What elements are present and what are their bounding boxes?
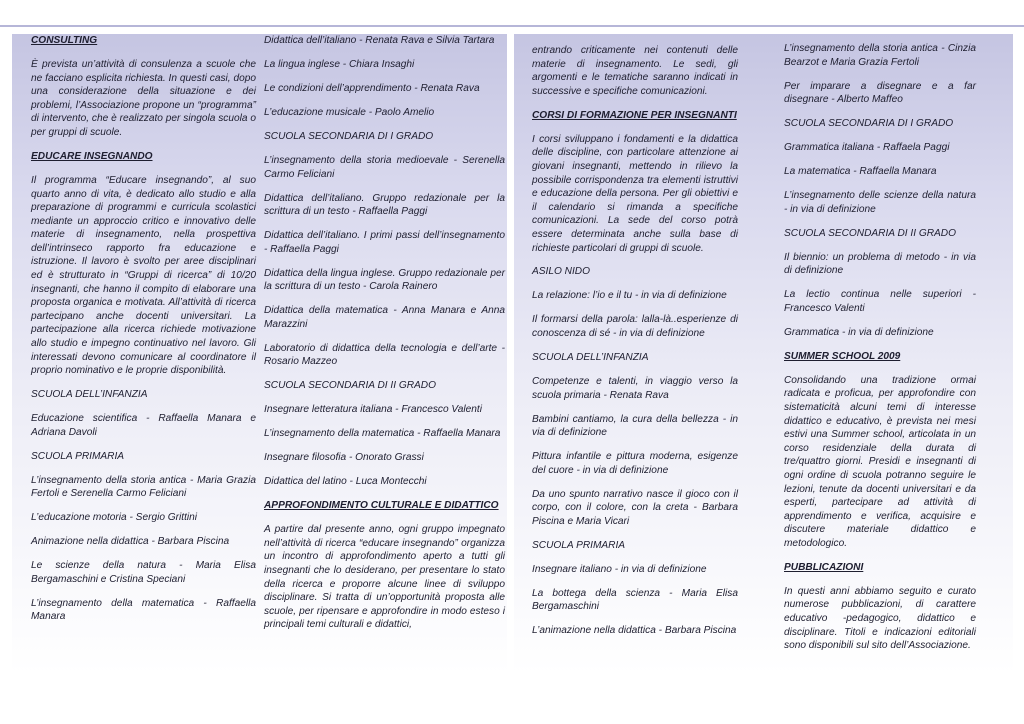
list-item: Didattica dell’italiano. Gruppo redazionale per la scrittura di un testo - Raffaella Paggi — [264, 192, 505, 218]
list-item: Il biennio: un problema di metodo - in via di definizione — [784, 251, 976, 277]
approfondimento-text: A partire dal presente anno, ogni gruppo impegnato nell’attività di ricerca “educare insegnando” organizza un incontro di approfondimento aperto a tutti gli insegnanti che lo desiderano, per presentare lo stato della ricerca e proporre alcune linee di sviluppo disciplinare. Si tratta di un’opportunità proposta alle scuole, per ripensare e approfondire in modo esteso i principali temi culturali e didattici, — [264, 524, 505, 631]
educare-text: Il programma “Educare insegnando”, al suo quarto anno di vita, è dedicato allo studio e alla preparazione di programmi e curricula scolastici mediante un approccio critico e innovativo delle materie di insegnamento, nella prospettiva dell’intrinseco rapporto fra educazione e istruzione. Il lavoro è svolto per aree disciplinari ed è strutturato in “Gruppi di ricerca” di 10/20 insegnanti, che hanno il compito di elaborare una proposta organica e motivata. All’attività di ricerca partecipano anche docenti universitari. La partecipazione alla ricerca richiede motivazione allo studio e impegno continuativo nel lavoro. Gli interessati devono comunicare al coordinatore il proprio nominativo e le proprie disponibilità. — [31, 174, 256, 377]
list-item: L’insegnamento della matematica - Raffaella Manara — [31, 597, 256, 623]
secondaria-1-label: SCUOLA SECONDARIA DI I GRADO — [784, 118, 954, 130]
list-item: Didattica dell’italiano - Renata Rava e Silvia Tartara — [264, 35, 495, 46]
list-item: La relazione: l’io e il tu - in via di definizione — [532, 290, 727, 302]
list-item: L’insegnamento della matematica - Raffaella Manara — [264, 428, 501, 440]
consulting-text: È prevista un’attività di consulenza a scuole che ne facciano esplicita richiesta. In questi casi, dopo una considerazione della situazione e dei problemi, l’Associazione propone un “programma” di intervento, che è realizzato per singola scuola o per gruppi di scuole. — [31, 58, 256, 138]
list-item: Pittura infantile e pittura moderna, esigenze del cuore - in via di definizione — [532, 451, 738, 476]
list-item: L’insegnamento della storia antica - Maria Grazia Fertoli e Serenella Carmo Feliciani — [31, 474, 256, 500]
list-item: Le scienze della natura - Maria Elisa Bergamaschini e Cristina Speciani — [31, 560, 256, 585]
list-item: Didattica della lingua inglese. Gruppo redazionale per la scrittura di un testo - Carola Rainero — [264, 267, 505, 293]
consulting-heading: CONSULTING — [31, 35, 98, 46]
secondaria-2-label: SCUOLA SECONDARIA DI II GRADO — [264, 380, 436, 392]
list-item: Grammatica italiana - Raffaela Paggi — [784, 142, 950, 154]
list-item: Didattica dell’italiano. I primi passi dell’insegnamento - Raffaella Paggi — [264, 230, 505, 255]
summer-school-heading: SUMMER SCHOOL 2009 — [784, 350, 901, 362]
list-item: L’insegnamento delle scienze della natura - in via di definizione — [784, 190, 976, 215]
list-item: Didattica della matematica - Anna Manara e Anna Marazzini — [264, 305, 505, 330]
list-item: L’animazione nella didattica - Barbara Piscina — [532, 625, 737, 637]
list-item: Animazione nella didattica - Barbara Piscina — [31, 536, 230, 548]
list-item: La matematica - Raffaella Manara — [784, 166, 937, 178]
list-item: Laboratorio di didattica della tecnologia e dell’arte - Rosario Mazzeo — [264, 342, 505, 368]
approfondimento-heading: APPROFONDIMENTO CULTURALE E DIDATTICO — [264, 500, 499, 512]
summer-school-text: Consolidando una tradizione ormai radicata e proficua, per approfondire con sistematicità alcuni temi di interesse didattico e educativo, è prevista nei mesi estivi una Summer school, articolata in un corso residenziale della durata di tre/quattro giorni. Presidi e insegnanti di ogni ordine di scuola potranno seguire le lezioni, tenute da docenti universitari e da esperti, partecipare ad attività di apprendimento e verifica, acquisire e discutere materiale didattico e metodologico. — [784, 374, 976, 549]
list-item: Da uno spunto narrativo nasce il gioco con il corpo, con il colore, con la creta - Barbara Piscina e Maria Vicari — [532, 488, 738, 527]
list-item: L’insegnamento della storia medioevale - Serenella Carmo Feliciani — [264, 154, 505, 180]
list-item: La lingua inglese - Chiara Insaghi — [264, 58, 415, 70]
list-item: Insegnare letteratura italiana - Francesco Valenti — [264, 404, 482, 416]
list-item: Didattica del latino - Luca Montecchi — [264, 476, 427, 488]
infanzia-label: SCUOLA DELL’INFANZIA — [532, 352, 649, 364]
list-item: Competenze e talenti, in viaggio verso la scuola primaria - Renata Rava — [532, 376, 738, 401]
list-item: Per imparare a disegnare e a far disegnare - Alberto Maffeo — [784, 80, 976, 106]
secondaria-1-label: SCUOLA SECONDARIA DI I GRADO — [264, 130, 434, 142]
list-item: Insegnare filosofia - Onorato Grassi — [264, 452, 424, 464]
column-4 — [784, 42, 976, 663]
list-item: Il formarsi della parola: lalla-là..esperienze di conoscenza di sé - in via di definizione — [532, 314, 738, 340]
list-item: L’educazione motoria - Sergio Grittini — [31, 512, 198, 524]
corsi-text: I corsi sviluppano i fondamenti e la didattica delle discipline, con particolare attenzione ai giovani insegnanti, mettendo in rilievo la possibile corrispondenza tra elementi istruttivi e educazione della persona. Per gli obiettivi e il calendario si rimanda a specifiche comunicazioni. La sede del corso potrà essere determinata anche sulla base di richieste particolari di gruppi di scuole. — [532, 133, 738, 254]
column-2 — [264, 34, 505, 642]
list-item: Grammatica - in via di definizione — [784, 326, 934, 338]
list-item: La lectio continua nelle superiori - Francesco Valenti — [784, 289, 976, 314]
continued-text: entrando criticamente nei contenuti delle materie di insegnamento. Le sedi, gli argomenti e le tematiche saranno indicati in successive e specifiche comunicazioni. — [532, 45, 738, 97]
list-item: L’insegnamento della storia antica - Cinzia Bearzot e Maria Grazia Fertoli — [784, 43, 976, 68]
corsi-heading: CORSI DI FORMAZIONE PER INSEGNANTI — [532, 109, 737, 121]
list-item: Educazione scientifica - Raffaella Manara e Adriana Davoli — [31, 413, 256, 438]
primaria-label: SCUOLA PRIMARIA — [532, 539, 626, 551]
top-rule — [0, 25, 1024, 27]
educare-heading: EDUCARE INSEGNANDO — [31, 150, 153, 162]
column-3 — [532, 44, 738, 648]
asilo-nido-label: ASILO NIDO — [532, 266, 590, 278]
list-item: Le condizioni dell’apprendimento - Renata Rava — [264, 82, 480, 94]
pubblicazioni-text: In questi anni abbiamo seguito e curato numerose pubblicazioni, di carattere educativo -pedagogico, didattico e disciplinare. Titoli e indicazioni editoriali sono disponibili sul sito dell’Associazione. — [784, 585, 976, 652]
secondaria-2-label: SCUOLA SECONDARIA DI II GRADO — [784, 227, 956, 239]
list-item: L’educazione musicale - Paolo Amelio — [264, 106, 435, 118]
list-item: La bottega della scienza - Maria Elisa Bergamaschini — [532, 587, 738, 613]
list-item: Insegnare italiano - in via di definizione — [532, 563, 707, 575]
primaria-label: SCUOLA PRIMARIA — [31, 450, 125, 462]
column-1 — [31, 34, 256, 634]
infanzia-label: SCUOLA DELL’INFANZIA — [31, 389, 148, 401]
pubblicazioni-heading: PUBBLICAZIONI — [784, 561, 864, 573]
list-item: Bambini cantiamo, la cura della bellezza - in via di definizione — [532, 413, 738, 439]
